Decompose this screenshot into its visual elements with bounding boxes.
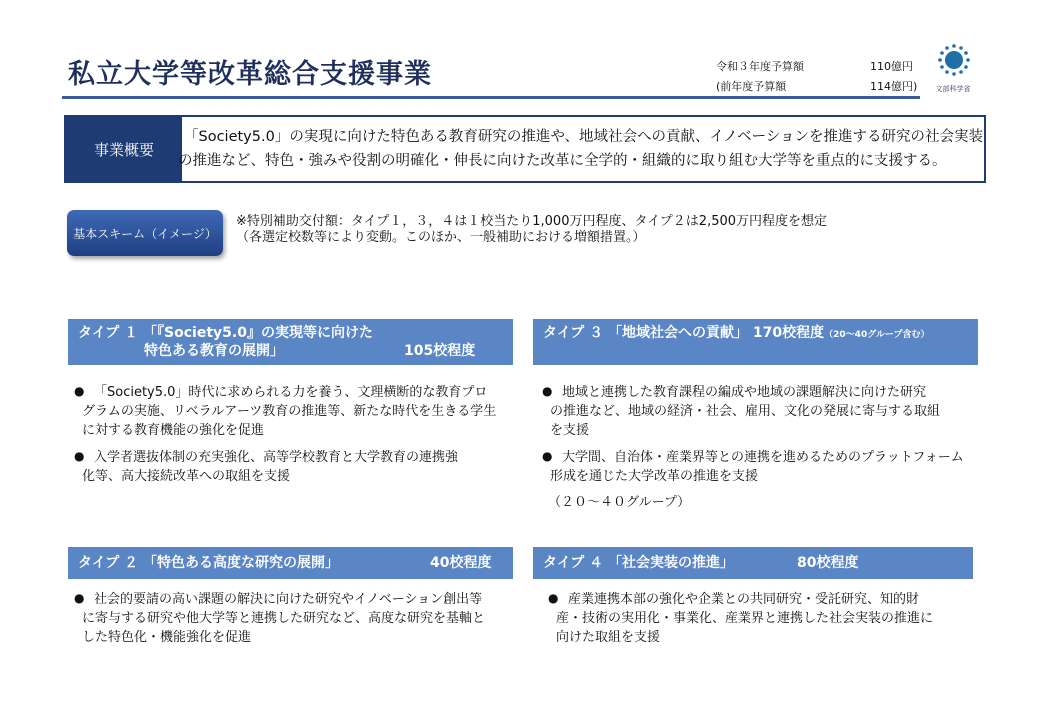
type1-title-line-1: タイプ １ 「『Society5.0』の実現等に向けた	[78, 325, 373, 341]
type3-bullet-2	[542, 448, 964, 486]
scheme-note-line-1: ※特別補助交付額：タイプ１，３，４は１校当たり1,000万円程度、タイプ２は2,500万円程度を想定	[236, 214, 828, 229]
bullet-icon: ●	[548, 591, 559, 605]
type3-group-note: （２０～４０グループ）	[548, 495, 691, 510]
type1-b2-line-1: 入学者選抜体制の充実強化、高等学校教育と大学教育の連携強	[94, 450, 459, 465]
overview-box	[64, 115, 986, 183]
type2-b1-line-2: に寄与する研究や他大学等と連携した研究など、高度な研究を基軸と	[82, 611, 486, 626]
type3-b1-line-2: の推進など、地域の経済・社会、雇用、文化の発展に寄与する取組	[550, 404, 941, 419]
type2-header	[68, 547, 513, 579]
type1-bullet-1	[74, 383, 496, 440]
budget-current-label: 令和３年度予算額	[716, 60, 804, 73]
type2-title: タイプ ２ 「特色ある高度な研究の展開」	[78, 555, 340, 571]
type3-bullet-1	[542, 383, 940, 440]
budget-prev-label: (前年度予算額	[716, 80, 787, 93]
type4-count: 80校程度	[797, 555, 859, 571]
type2-b1-line-1: 社会的要請の高い課題の解決に向けた研究やイノベーション創出等	[94, 592, 483, 607]
type1-b1-line-3: に対する教育機能の強化を促進	[82, 423, 265, 438]
type2-b1-line-3: した特色化・機能強化を促進	[82, 630, 252, 645]
type1-header	[68, 319, 513, 365]
logo-text: 文部科学省	[935, 85, 971, 93]
bullet-icon: ●	[542, 384, 553, 398]
type4-b1-line-1: 産業連携本部の強化や企業との共同研究・受託研究、知的財	[568, 592, 920, 607]
bullet-icon: ●	[74, 384, 85, 398]
scheme-note-line-2: （各選定校数等により変動。このほか、一般補助における増額措置。）	[236, 230, 646, 245]
bullet-icon: ●	[74, 449, 85, 463]
type4-b1-line-2: 産・技術の実用化・事業化、産業界と連携した社会実装の推進に	[556, 611, 934, 626]
budget-current-value: 110億円	[870, 60, 913, 73]
type1-title-line-2: 特色ある教育の展開」	[144, 343, 284, 359]
overview-line-1: 「Society5.0」の実現に向けた特色ある教育研究の推進や、地域社会への貢献、イノベーションを推進する研究の社会実装	[184, 129, 983, 145]
type3-b2-line-1: 大学間、自治体・産業界等との連携を進めるためのプラットフォーム	[562, 450, 964, 465]
page-title: 私立大学等改革総合支援事業	[68, 59, 432, 90]
type3-header	[533, 319, 978, 365]
basic-scheme-button[interactable]: 基本スキーム（イメージ）	[67, 210, 223, 256]
type2-count: 40校程度	[430, 555, 492, 571]
type4-header	[533, 547, 973, 579]
type3-title-small: （20～40グループ含む）	[824, 330, 930, 340]
bullet-icon: ●	[542, 449, 553, 463]
type1-b1-line-2: グラムの実施、リベラルアーツ教育の推進等、新たな時代を生きる学生	[82, 404, 497, 419]
type1-b2-line-2: 化等、高大接続改革への取組を支援	[82, 469, 291, 484]
type3-title: タイプ ３ 「地域社会への貢献」 170校程度	[543, 325, 825, 341]
title-underline	[62, 96, 920, 99]
type2-bullet-1	[74, 590, 485, 647]
type1-count: 105校程度	[404, 343, 476, 359]
type3-b1-line-1: 地域と連携した教育課程の編成や地域の課題解決に向けた研究	[562, 385, 927, 400]
type1-bullet-2	[74, 448, 458, 486]
type4-b1-line-3: 向けた取組を支援	[556, 630, 661, 645]
type3-b1-line-3: を支援	[550, 423, 590, 438]
budget-prev-value: 114億円)	[870, 80, 918, 93]
type4-title: タイプ ４ 「社会実装の推進」	[543, 555, 735, 571]
overview-label: 事業概要	[66, 117, 182, 181]
type3-b2-line-2: 形成を通じた大学改革の推進を支援	[550, 469, 759, 484]
type4-bullet-1	[548, 590, 933, 647]
overview-line-2: の推進など、特色・強みや役割の明確化・伸長に向けた改革に全学的・組織的に取り組む大学等を重点的に支援する。	[178, 153, 947, 169]
type1-b1-line-1: 「Society5.0」時代に求められる力を養う、文理横断的な教育プロ	[94, 385, 488, 400]
scheme-note	[236, 214, 827, 246]
overview-text	[178, 125, 984, 173]
bullet-icon: ●	[74, 591, 85, 605]
